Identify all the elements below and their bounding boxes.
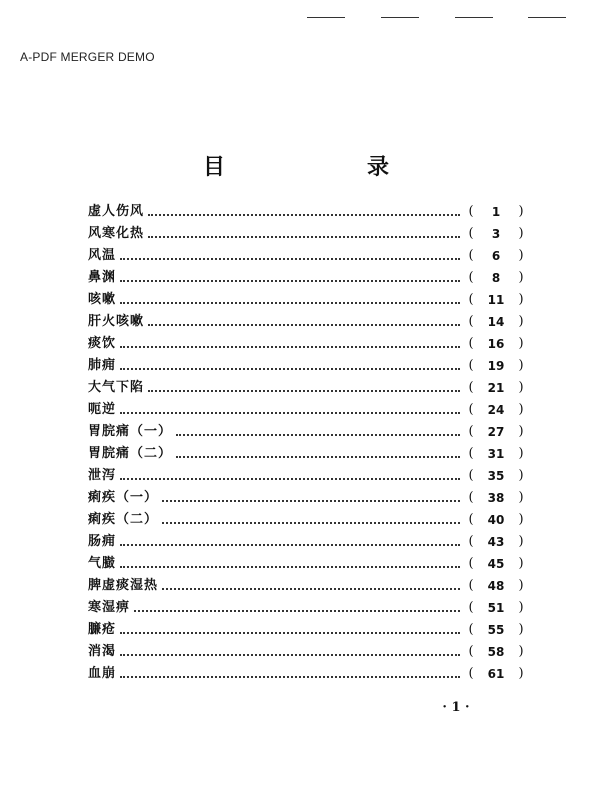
close-paren: ) [518, 512, 524, 527]
close-paren: ) [518, 578, 524, 593]
leader-dots [176, 434, 460, 436]
toc-entry-label: 气臌 [88, 556, 117, 571]
open-paren: ( [468, 402, 474, 417]
close-paren: ) [518, 248, 524, 263]
leader-dots [162, 588, 460, 590]
toc-entry[interactable] [88, 267, 528, 289]
toc-entry-label: 痰饮 [88, 336, 117, 351]
leader-dots [120, 302, 460, 304]
page-title: 目 录 [202, 155, 449, 180]
toc-entry-label: 臁疮 [88, 622, 117, 637]
toc-entry-page: 14 [487, 315, 505, 329]
toc-entry-page: 43 [487, 535, 505, 549]
open-paren: ( [468, 666, 474, 681]
toc-entry-label: 痢疾（二） [88, 512, 159, 527]
toc-entry[interactable] [88, 443, 528, 465]
toc-entry-label: 咳嗽 [88, 292, 117, 307]
toc-entry-label: 痢疾（一） [88, 490, 159, 505]
open-paren: ( [468, 380, 474, 395]
toc-entry-page: 61 [487, 667, 505, 681]
close-paren: ) [518, 644, 524, 659]
leader-dots [148, 324, 460, 326]
open-paren: ( [468, 292, 474, 307]
close-paren: ) [518, 380, 524, 395]
toc-entry-label: 血崩 [88, 666, 117, 681]
toc-entry[interactable] [88, 355, 528, 377]
leader-dots [148, 214, 460, 216]
toc-entry-label: 肝火咳嗽 [88, 314, 145, 329]
toc-entry-page: 38 [487, 491, 505, 505]
open-paren: ( [468, 226, 474, 241]
open-paren: ( [468, 358, 474, 373]
open-paren: ( [468, 578, 474, 593]
open-paren: ( [468, 490, 474, 505]
open-paren: ( [468, 248, 474, 263]
close-paren: ) [518, 402, 524, 417]
toc-entry-label: 胃脘痛（二） [88, 446, 173, 461]
toc-entry-label: 泄泻 [88, 468, 117, 483]
toc-entry-page: 21 [487, 381, 505, 395]
leader-dots [120, 280, 460, 282]
toc-entry-page: 45 [487, 557, 505, 571]
leader-dots [120, 478, 460, 480]
toc-entry-page: 48 [487, 579, 505, 593]
toc-entry-page: 27 [487, 425, 505, 439]
close-paren: ) [518, 468, 524, 483]
leader-dots [120, 258, 460, 260]
table-of-contents [88, 201, 528, 685]
toc-entry-label: 脾虚痰湿热 [88, 578, 159, 593]
toc-entry-label: 寒湿痹 [88, 600, 131, 615]
toc-entry[interactable] [88, 597, 528, 619]
toc-entry-page: 19 [487, 359, 505, 373]
close-paren: ) [518, 204, 524, 219]
toc-entry[interactable] [88, 245, 528, 267]
toc-entry[interactable] [88, 377, 528, 399]
leader-dots [176, 456, 460, 458]
toc-entry-page: 40 [487, 513, 505, 527]
toc-entry-page: 6 [491, 249, 501, 263]
toc-entry-page: 8 [491, 271, 501, 285]
close-paren: ) [518, 666, 524, 681]
leader-dots [162, 500, 460, 502]
page-number: · 1 · [442, 700, 470, 715]
close-paren: ) [518, 446, 524, 461]
toc-entry[interactable] [88, 399, 528, 421]
toc-entry-page: 35 [487, 469, 505, 483]
open-paren: ( [468, 270, 474, 285]
toc-entry[interactable] [88, 575, 528, 597]
close-paren: ) [518, 270, 524, 285]
header-rule-lines [0, 17, 612, 21]
leader-dots [120, 368, 460, 370]
toc-entry[interactable] [88, 663, 528, 685]
toc-entry-label: 风温 [88, 248, 117, 263]
open-paren: ( [468, 468, 474, 483]
leader-dots [120, 346, 460, 348]
open-paren: ( [468, 314, 474, 329]
toc-entry-label: 鼻渊 [88, 270, 117, 285]
toc-entry[interactable] [88, 311, 528, 333]
toc-entry-label: 胃脘痛（一） [88, 424, 173, 439]
open-paren: ( [468, 446, 474, 461]
leader-dots [134, 610, 460, 612]
toc-entry[interactable] [88, 223, 528, 245]
toc-entry-page: 11 [487, 293, 505, 307]
open-paren: ( [468, 556, 474, 571]
toc-entry[interactable] [88, 531, 528, 553]
leader-dots [148, 390, 460, 392]
toc-entry-label: 肠痈 [88, 534, 117, 549]
open-paren: ( [468, 336, 474, 351]
close-paren: ) [518, 226, 524, 241]
toc-entry-label: 虚人伤风 [88, 204, 145, 219]
leader-dots [120, 412, 460, 414]
open-paren: ( [468, 512, 474, 527]
close-paren: ) [518, 292, 524, 307]
toc-entry-page: 16 [487, 337, 505, 351]
toc-entry-page: 1 [491, 205, 501, 219]
toc-entry[interactable] [88, 509, 528, 531]
close-paren: ) [518, 534, 524, 549]
toc-entry-label: 风寒化热 [88, 226, 145, 241]
toc-entry-label: 消渴 [88, 644, 117, 659]
toc-entry[interactable] [88, 289, 528, 311]
toc-entry-label: 大气下陷 [88, 380, 145, 395]
close-paren: ) [518, 556, 524, 571]
close-paren: ) [518, 314, 524, 329]
toc-entry-page: 24 [487, 403, 505, 417]
toc-entry[interactable] [88, 619, 528, 641]
close-paren: ) [518, 600, 524, 615]
watermark-text: A-PDF MERGER DEMO [20, 50, 155, 64]
leader-dots [162, 522, 460, 524]
toc-entry[interactable] [88, 487, 528, 509]
toc-entry[interactable] [88, 333, 528, 355]
toc-entry-page: 58 [487, 645, 505, 659]
close-paren: ) [518, 622, 524, 637]
toc-entry[interactable] [88, 465, 528, 487]
toc-entry-page: 31 [487, 447, 505, 461]
toc-entry-page: 3 [491, 227, 501, 241]
open-paren: ( [468, 534, 474, 549]
close-paren: ) [518, 490, 524, 505]
leader-dots [120, 654, 460, 656]
leader-dots [120, 676, 460, 678]
open-paren: ( [468, 600, 474, 615]
toc-entry-page: 55 [487, 623, 505, 637]
toc-entry[interactable] [88, 421, 528, 443]
close-paren: ) [518, 358, 524, 373]
open-paren: ( [468, 622, 474, 637]
close-paren: ) [518, 336, 524, 351]
toc-entry-label: 呃逆 [88, 402, 117, 417]
toc-entry-page: 51 [487, 601, 505, 615]
leader-dots [148, 236, 460, 238]
open-paren: ( [468, 204, 474, 219]
toc-entry[interactable] [88, 553, 528, 575]
toc-entry[interactable] [88, 641, 528, 663]
close-paren: ) [518, 424, 524, 439]
open-paren: ( [468, 424, 474, 439]
leader-dots [120, 632, 460, 634]
toc-entry[interactable] [88, 201, 528, 223]
toc-entry-label: 肺痈 [88, 358, 117, 373]
leader-dots [120, 544, 460, 546]
leader-dots [120, 566, 460, 568]
open-paren: ( [468, 644, 474, 659]
